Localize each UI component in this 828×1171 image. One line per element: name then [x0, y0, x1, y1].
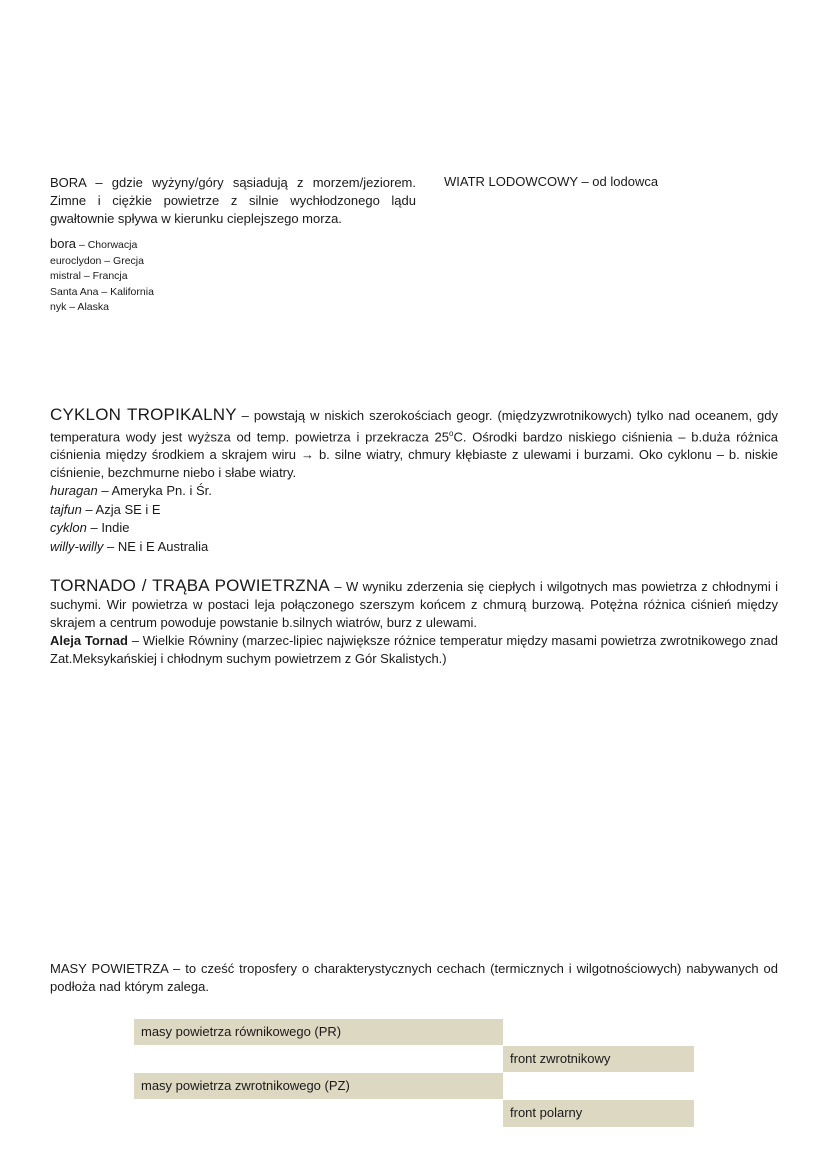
- degree-mark: o: [448, 429, 454, 438]
- cyklon-paragraph: [50, 406, 778, 482]
- list-item: Santa Ana – Kalifornia: [50, 285, 154, 298]
- cyklon-name: huragan: [50, 483, 98, 499]
- cyklon-region: – Indie: [86, 520, 130, 536]
- list-item: [50, 482, 778, 501]
- aleja-label: Aleja Tornad: [50, 633, 128, 648]
- tornado-text: – W wyniku zderzenia się ciepłych i wilgotnych mas powietrza z chłodnymi i suchymi. Wir powietrza w postaci leja połączonego szerszym końcem z chmurą burzową. Potężna różnica ciśnień między skrajem a centrum powoduje powstanie b.silnych wiatrów, burz z ulewami.: [50, 579, 778, 630]
- list-item: [50, 236, 154, 254]
- cyklon-heading: CYKLON TROPIKALNY: [50, 405, 237, 424]
- winds-list: [50, 236, 154, 316]
- tornado-paragraph: [50, 577, 778, 632]
- wind-region: – Chorwacja: [76, 239, 138, 251]
- table-cell-front-zwrotnikowy: front zwrotnikowy: [503, 1046, 694, 1072]
- list-item: nyk – Alaska: [50, 301, 109, 313]
- cyklon-region: – Ameryka Pn. i Śr.: [97, 483, 212, 499]
- table-cell-pr: masy powietrza równikowego (PR): [134, 1019, 503, 1045]
- table-cell-pz: masy powietrza zwrotnikowego (PZ): [134, 1073, 503, 1099]
- cyklon-text-b: C. Ośrodki bardzo niskiego ciśnienia – b.duża różnica ciśnienia między środkiem a skrajem wiru → b. silne wiatry, chmury kłębiaste z ulewami i burzami. Oko cyklonu – b. niskie ciśnienie, bezchmurne niebo i słabe wiatry.: [50, 429, 778, 481]
- lodowcowy-paragraph: WIATR LODOWCOWY – od lodowca: [444, 174, 659, 189]
- cyklon-region: – NE i E Australia: [103, 538, 209, 554]
- table-cell-front-polarny: front polarny: [503, 1100, 694, 1127]
- aleja-paragraph: [50, 632, 778, 668]
- wind-name: bora: [50, 236, 77, 251]
- cyklon-text-a: – powstają w niskich szerokościach geogr. (międzyzwrotnikowych) tylko nad oceanem, gdy temperatura wody jest wyższa od temp. powietrza i przekracza 25: [50, 408, 778, 445]
- list-item: mistral – Francja: [50, 270, 128, 282]
- bora-text: – gdzie wyżyny/góry sąsiadują z morzem/jeziorem. Zimne i ciężkie powietrze z silnie wychłodzonego lądu gwałtownie spływa w kierunku cieplejszego morza.: [50, 175, 416, 226]
- list-item: [50, 501, 778, 520]
- masy-paragraph: MASY POWIETRZA – to cześć troposfery o charakterystycznych cechach (termicznych i wilgotnościowych) nabywanych od podłoża nad którym zalega.: [50, 961, 778, 994]
- bora-paragraph: [50, 174, 416, 228]
- cyklon-name: willy-willy: [50, 538, 104, 554]
- cyklon-section: [50, 406, 778, 556]
- cyklon-name: tajfun: [50, 501, 82, 517]
- cyklon-name: cyklon: [50, 520, 87, 536]
- bora-heading: BORA: [50, 175, 87, 190]
- cyklon-names-list: [50, 482, 778, 556]
- list-item: euroclydon – Grecja: [50, 254, 144, 267]
- tornado-heading: TORNADO / TRĄBA POWIETRZNA: [50, 576, 330, 595]
- cyklon-region: – Azja SE i E: [81, 501, 161, 517]
- tornado-section: [50, 577, 778, 668]
- list-item: [50, 538, 778, 557]
- aleja-text: – Wielkie Równiny (marzec-lipiec największe różnice temperatur między masami powietrza zwrotnikowego znad Zat.Meksykańskiej i chłodnym suchym powietrzem z Gór Skalistych.): [50, 633, 778, 666]
- list-item: [50, 519, 778, 538]
